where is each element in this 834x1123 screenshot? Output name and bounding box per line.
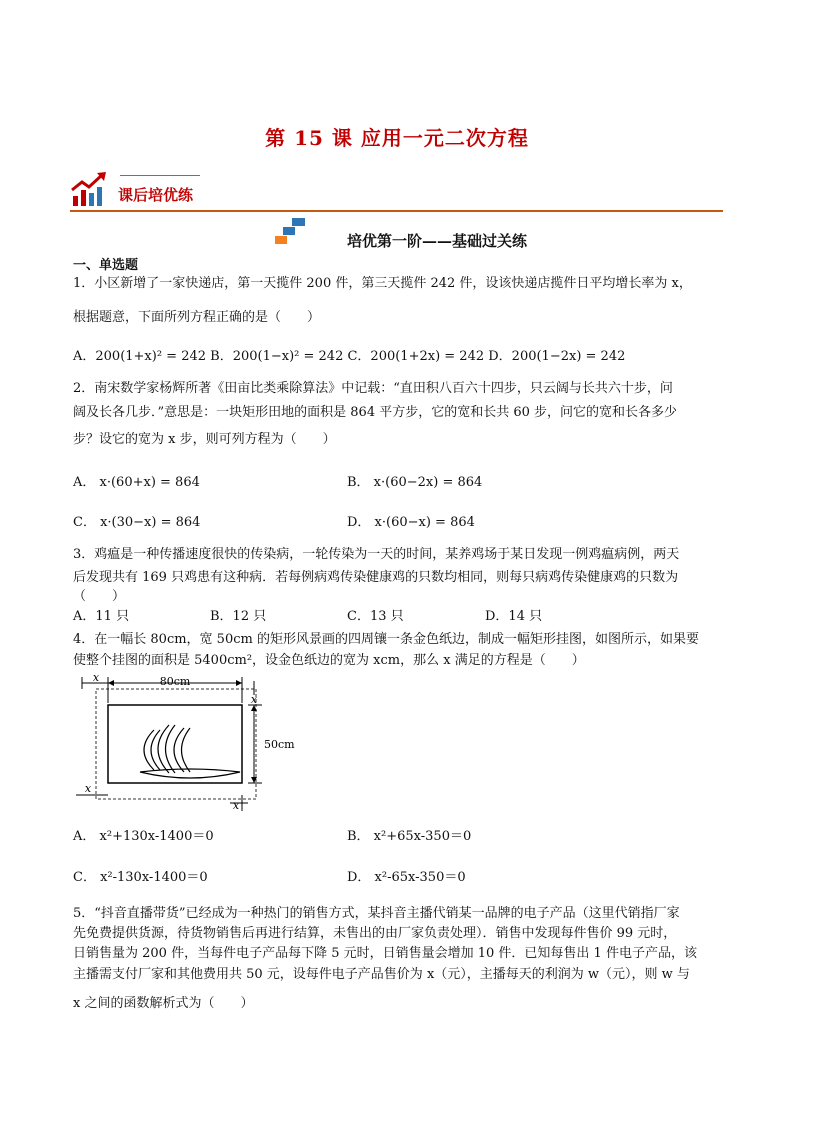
q3-line1: 3．鸡瘟是一种传播速度很快的传染病，一轮传染为一天的时间，某养鸡场于某日发现一例鸡瘟病例，两天 [73,547,680,562]
q4-line1: 4．在一幅长 80cm，宽 50cm 的矩形风景画的四周镶一条金色纸边，制成一幅矩形挂图，如图所示，如果要 [73,632,699,647]
fig-x-top: x [92,671,100,684]
q2-option-d: D． x·(60−x) = 864 [347,515,475,530]
q5-line1: 5．“抖音直播带货”已经成为一种热门的销售方式，某抖音主播代销某一品牌的电子产品（这里代销指厂家 [73,906,680,921]
q4-option-d: D． x²-65x-350＝0 [347,870,466,885]
q2-option-a: A． x·(60+x) = 864 [73,475,200,490]
page-title: 第 15 课 应用一元二次方程 [265,126,529,150]
q3-line3: （ ） [73,589,126,604]
q2-line3: 步？设它的宽为 x 步，则可列方程为（ ） [73,432,336,447]
q5-line5: x 之间的函数解析式为（ ） [73,996,254,1011]
fig-x-right: x [250,693,258,706]
growth-chart-icon [70,170,108,208]
q4-option-a: A． x²+130x-1400＝0 [73,829,214,844]
fig-x-bottom: x [232,799,240,812]
section-divider [70,210,723,212]
q5-line4: 主播需支付厂家和其他费用共 50 元，设每件电子产品售价为 x（元），主播每天的利润为 w（元），则 w 与 [73,967,690,982]
q3-line2: 后发现共有 169 只鸡患有这种病．若每例病鸡传染健康鸡的只数均相同，则每只病鸡传染健康鸡的只数为 [73,570,679,585]
q2-line2: 阔及长各几步．”意思是：一块矩形田地的面积是 864 平方步，它的宽和长共 60 步，问它的宽和长各多少 [73,405,678,420]
section-title: 课后培优练 [118,186,194,204]
q1-line1: 1．小区新增了一家快递店，第一天揽件 200 件，第三天揽件 242 件，设该快递店揽件日平均增长率为 x， [73,276,692,291]
q2-line1: 2．南宋数学家杨辉所著《田亩比类乘除算法》中记载：“直田积八百六十四步，只云阔与长共六十步，问 [73,381,673,396]
fig-x-left: x [84,782,92,795]
q3-option-d: D．14 只 [485,609,543,624]
framed-picture-figure [72,671,295,813]
q5-line2: 先免费提供货源，待货物销售后再进行结算，未售出的由厂家负责处理）．销售中发现每件售价 99 元时， [73,926,677,941]
q2-option-c: C． x·(30−x) = 864 [73,515,201,530]
q2-option-b: B． x·(60−2x) = 864 [347,475,483,490]
q3-option-b: B．12 只 [210,609,267,624]
fig-width-label: 80cm [159,675,191,688]
q4-option-c: C． x²-130x-1400＝0 [73,870,208,885]
part-heading: 一、单选题 [73,258,139,273]
q1-options: A．200(1+x)² = 242 B．200(1−x)² = 242 C．200(1+2x) = 242 D．200(1−2x) = 242 [73,349,626,364]
q5-line3: 日销售量为 200 件，当每件电子产品每下降 5 元时，日销售量会增加 10 件．已知每售出 1 件电子产品，该 [73,946,697,961]
stage-heading: 培优第一阶——基础过关练 [346,232,527,250]
q3-option-c: C．13 只 [347,609,404,624]
q3-option-a: A．11 只 [73,609,130,624]
q4-option-b: B． x²+65x-350＝0 [347,829,472,844]
section-top-line [120,175,200,176]
fig-height-label: 50cm [264,738,295,751]
q4-line2: 使整个挂图的面积是 5400cm²，设金色纸边的宽为 xcm，那么 x 满足的方程是（ ） [73,653,585,668]
q1-line2: 根据题意，下面所列方程正确的是（ ） [73,310,321,325]
